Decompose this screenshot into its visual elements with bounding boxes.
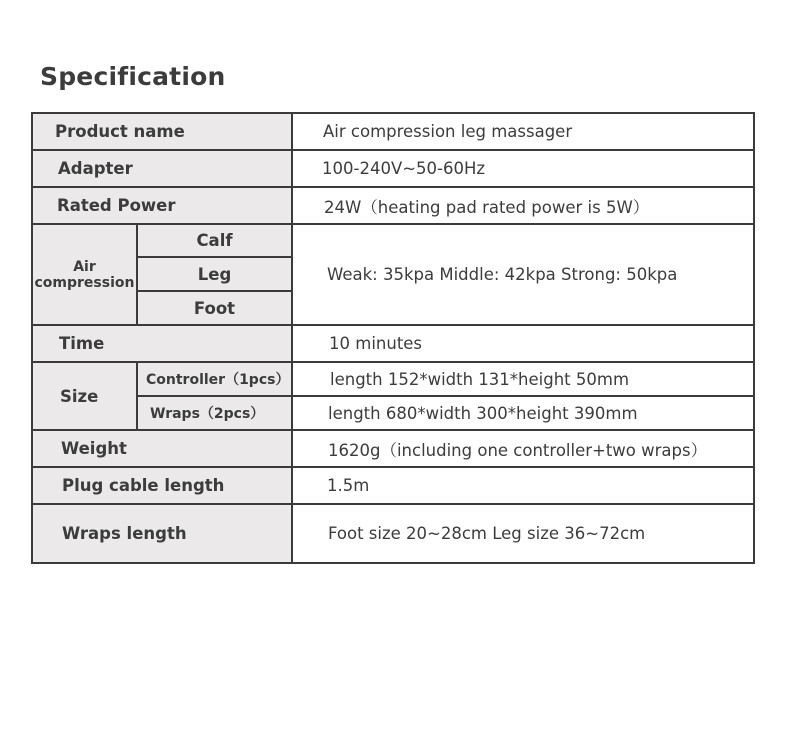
label-leg — [138, 258, 291, 290]
value-size-wraps-text: length 680*width 300*height 390mm — [328, 403, 638, 423]
value-product-name-text: Air compression leg massager — [323, 122, 573, 141]
table-border-right — [753, 112, 755, 564]
label-calf-text: Calf — [196, 231, 233, 250]
label-rated-power — [33, 188, 291, 223]
label-adapter — [33, 151, 291, 186]
label-weight-text: Weight — [61, 439, 127, 458]
label-product-name-text: Product name — [55, 122, 185, 141]
label-size — [33, 363, 136, 429]
value-adapter — [293, 151, 753, 186]
specification-table — [31, 112, 755, 564]
label-air-compression-line1: Air — [73, 258, 96, 275]
column-divider — [291, 112, 293, 564]
value-wraps-length-text: Foot size 20~28cm Leg size 36~72cm — [328, 524, 646, 543]
value-air-compression-text: Weak: 35kpa Middle: 42kpa Strong: 50kpa — [327, 265, 678, 284]
value-product-name — [293, 114, 753, 149]
subrow-divider — [136, 290, 293, 292]
value-rated-power — [293, 188, 753, 223]
label-calf — [138, 225, 291, 256]
label-rated-power-text: Rated Power — [57, 196, 176, 215]
label-size-controller-text: Controller（1pcs） — [146, 372, 290, 388]
value-air-compression — [293, 225, 753, 324]
page-title: Specification — [40, 62, 226, 91]
label-product-name — [33, 114, 291, 149]
row-divider — [31, 186, 755, 188]
label-size-text: Size — [60, 386, 99, 406]
value-time — [293, 326, 753, 361]
subcolumn-divider — [136, 223, 138, 326]
row-divider — [31, 429, 755, 431]
label-air-compression — [33, 225, 136, 324]
value-time-text: 10 minutes — [329, 334, 423, 353]
value-size-controller-text: length 152*width 131*height 50mm — [330, 369, 630, 389]
label-air-compression-line2: compression — [34, 274, 135, 291]
label-weight — [33, 431, 291, 466]
value-size-controller — [293, 363, 753, 395]
row-divider — [31, 503, 755, 505]
table-border-bottom — [31, 562, 755, 564]
value-weight — [293, 431, 753, 466]
subrow-divider — [136, 395, 755, 397]
label-leg-text: Leg — [197, 264, 232, 284]
label-time-text: Time — [59, 334, 105, 353]
label-wraps-length-text: Wraps length — [62, 524, 187, 543]
label-size-wraps — [138, 397, 291, 429]
value-rated-power-text: 24W（heating pad rated power is 5W） — [324, 197, 650, 217]
label-size-wraps-text: Wraps（2pcs） — [150, 406, 265, 422]
label-size-controller — [138, 363, 291, 395]
label-adapter-text: Adapter — [58, 159, 133, 178]
table-border-left — [31, 112, 33, 564]
label-time — [33, 326, 291, 361]
label-foot-text: Foot — [193, 298, 236, 318]
value-adapter-text: 100-240V~50-60Hz — [322, 159, 486, 178]
row-divider — [31, 149, 755, 151]
row-divider — [31, 324, 755, 326]
subrow-divider — [136, 256, 293, 258]
value-plug-cable-length — [293, 468, 753, 503]
value-size-wraps — [293, 397, 753, 429]
label-plug-cable-length — [33, 468, 291, 503]
subcolumn-divider — [136, 361, 138, 431]
value-weight-text: 1620g（including one controller+two wraps） — [328, 440, 708, 460]
value-wraps-length — [293, 505, 753, 562]
label-wraps-length — [33, 505, 291, 562]
table-border-top — [31, 112, 755, 114]
row-divider — [31, 361, 755, 363]
value-plug-cable-length-text: 1.5m — [327, 476, 370, 495]
label-foot — [138, 292, 291, 324]
label-plug-cable-length-text: Plug cable length — [62, 476, 225, 495]
row-divider — [31, 466, 755, 468]
row-divider — [31, 223, 755, 225]
